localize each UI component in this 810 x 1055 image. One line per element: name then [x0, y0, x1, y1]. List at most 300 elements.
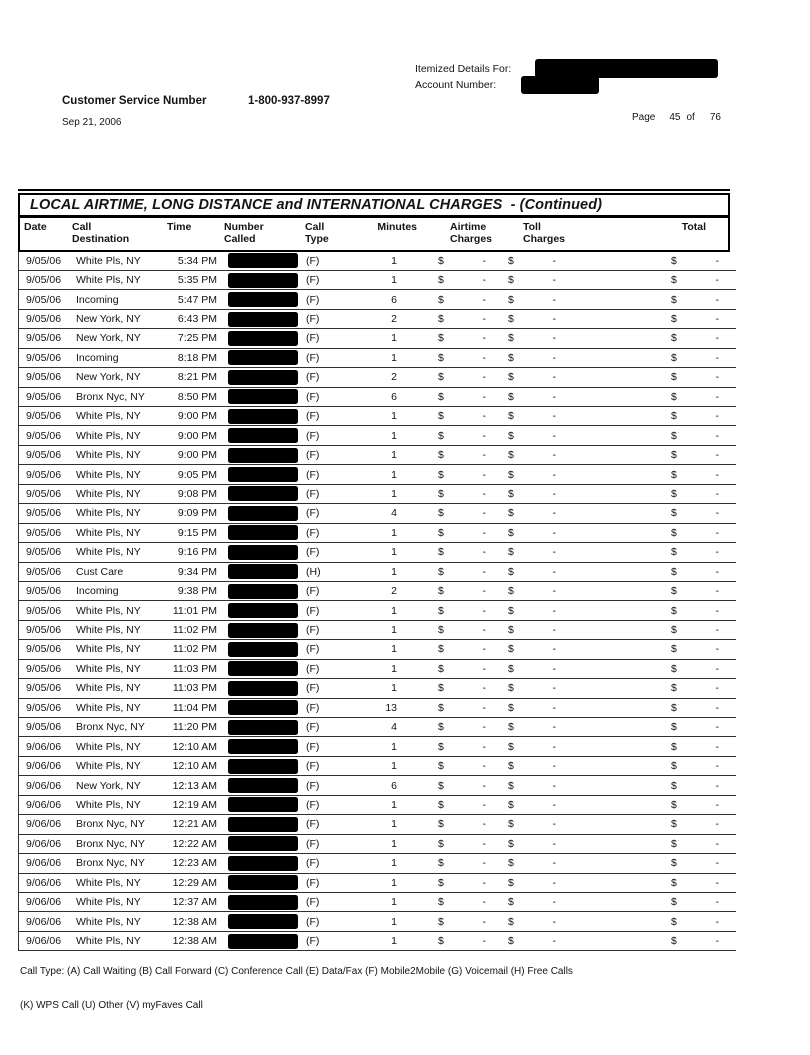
airtime-charge — [401, 410, 496, 422]
call-type: (F) — [306, 837, 320, 850]
no-charge-dash: - — [552, 390, 556, 403]
currency-symbol: $ — [671, 818, 677, 831]
call-destination: Incoming — [76, 585, 119, 598]
currency-symbol: $ — [508, 254, 514, 267]
currency-symbol: $ — [508, 779, 514, 792]
currency-symbol: $ — [438, 526, 444, 539]
currency-symbol: $ — [438, 390, 444, 403]
call-type: (F) — [306, 274, 320, 287]
no-charge-dash: - — [552, 837, 556, 850]
call-row — [19, 446, 736, 465]
redacted-phone-number — [228, 661, 298, 676]
call-time: 9:08 PM — [177, 487, 217, 500]
number-called-cell — [221, 661, 306, 676]
col-header-total: Total — [681, 220, 706, 233]
redacted-phone-number — [228, 797, 298, 812]
currency-symbol: $ — [508, 487, 514, 500]
toll-charge — [496, 313, 564, 325]
currency-symbol: $ — [508, 896, 514, 909]
table-title: LOCAL AIRTIME, LONG DISTANCE and INTERNATIONAL CHARGES - (Continued) — [20, 195, 728, 218]
toll-charge — [496, 721, 564, 733]
no-charge-dash: - — [715, 682, 719, 695]
currency-symbol: $ — [508, 565, 514, 578]
call-row — [19, 874, 736, 893]
airtime-charge — [401, 605, 496, 617]
currency-symbol: $ — [671, 624, 677, 637]
total-charge — [564, 352, 736, 364]
call-time: 12:38 AM — [172, 915, 217, 928]
call-date: 9/05/06 — [26, 487, 62, 500]
redacted-phone-number — [228, 448, 298, 463]
call-destination: White Pls, NY — [76, 896, 141, 909]
itemized-details-block — [415, 61, 511, 93]
no-charge-dash: - — [715, 798, 719, 811]
toll-charge — [496, 896, 564, 908]
currency-symbol: $ — [438, 740, 444, 753]
currency-symbol: $ — [508, 818, 514, 831]
airtime-charge — [401, 721, 496, 733]
toll-charge — [496, 799, 564, 811]
call-time: 11:04 PM — [172, 701, 217, 714]
no-charge-dash: - — [552, 915, 556, 928]
call-type: (F) — [306, 682, 320, 695]
call-destination: White Pls, NY — [76, 624, 141, 637]
call-type: (F) — [306, 624, 320, 637]
call-type: (F) — [306, 585, 320, 598]
call-row — [19, 252, 736, 271]
airtime-charge — [401, 916, 496, 928]
no-charge-dash: - — [482, 604, 486, 617]
toll-charge — [496, 352, 564, 364]
toll-charge — [496, 255, 564, 267]
customer-service-label: Customer Service Number — [62, 95, 207, 107]
no-charge-dash: - — [482, 468, 486, 481]
no-charge-dash: - — [715, 351, 719, 364]
redacted-phone-number — [228, 292, 298, 307]
currency-symbol: $ — [438, 585, 444, 598]
number-called-cell — [221, 934, 306, 949]
currency-symbol: $ — [671, 740, 677, 753]
no-charge-dash: - — [482, 449, 486, 462]
no-charge-dash: - — [482, 798, 486, 811]
call-date: 9/06/06 — [26, 935, 62, 948]
no-charge-dash: - — [482, 740, 486, 753]
call-date: 9/05/06 — [26, 507, 62, 520]
call-minutes: 13 — [385, 701, 397, 714]
toll-charge — [496, 430, 564, 442]
total-charge — [564, 780, 736, 792]
call-minutes: 1 — [391, 798, 397, 811]
call-date: 9/05/06 — [26, 682, 62, 695]
call-destination: White Pls, NY — [76, 643, 141, 656]
airtime-charge — [401, 546, 496, 558]
no-charge-dash: - — [552, 332, 556, 345]
toll-charge — [496, 294, 564, 306]
call-minutes: 1 — [391, 876, 397, 889]
currency-symbol: $ — [438, 565, 444, 578]
call-date: 9/06/06 — [26, 915, 62, 928]
redacted-phone-number — [228, 700, 298, 715]
redacted-phone-number — [228, 623, 298, 638]
airtime-charge — [401, 449, 496, 461]
call-time: 9:15 PM — [177, 526, 217, 539]
total-charge — [564, 313, 736, 325]
airtime-charge — [401, 799, 496, 811]
no-charge-dash: - — [482, 507, 486, 520]
call-time: 12:38 AM — [172, 935, 217, 948]
call-destination: White Pls, NY — [76, 876, 141, 889]
airtime-charge — [401, 896, 496, 908]
number-called-cell — [221, 253, 306, 268]
currency-symbol: $ — [671, 585, 677, 598]
airtime-charge — [401, 838, 496, 850]
call-destination: White Pls, NY — [76, 662, 141, 675]
currency-symbol: $ — [438, 779, 444, 792]
call-type: (F) — [306, 701, 320, 714]
call-time: 11:02 PM — [172, 624, 217, 637]
call-row — [19, 388, 736, 407]
total-charge — [564, 916, 736, 928]
currency-symbol: $ — [438, 721, 444, 734]
call-date: 9/06/06 — [26, 876, 62, 889]
call-minutes: 1 — [391, 837, 397, 850]
currency-symbol: $ — [438, 313, 444, 326]
total-charge — [564, 449, 736, 461]
total-charge — [564, 430, 736, 442]
page-of-label: of — [686, 112, 695, 123]
total-charge — [564, 682, 736, 694]
call-minutes: 1 — [391, 526, 397, 539]
total-charge — [564, 488, 736, 500]
airtime-charge — [401, 469, 496, 481]
currency-symbol: $ — [508, 798, 514, 811]
airtime-charge — [401, 352, 496, 364]
col-header-airtime-line2: Charges — [450, 233, 493, 245]
no-charge-dash: - — [482, 721, 486, 734]
number-called-cell — [221, 545, 306, 560]
no-charge-dash: - — [482, 410, 486, 423]
call-destination: White Pls, NY — [76, 507, 141, 520]
call-minutes: 1 — [391, 274, 397, 287]
col-header-minutes: Minutes — [377, 220, 417, 233]
number-called-cell — [221, 525, 306, 540]
call-minutes: 1 — [391, 662, 397, 675]
redacted-phone-number — [228, 875, 298, 890]
call-date: 9/05/06 — [26, 565, 62, 578]
no-charge-dash: - — [715, 429, 719, 442]
call-row — [19, 679, 736, 698]
currency-symbol: $ — [671, 682, 677, 695]
call-type: (F) — [306, 313, 320, 326]
call-date: 9/05/06 — [26, 410, 62, 423]
total-charge — [564, 663, 736, 675]
no-charge-dash: - — [482, 624, 486, 637]
call-minutes: 4 — [391, 721, 397, 734]
call-time: 9:00 PM — [177, 429, 217, 442]
no-charge-dash: - — [552, 449, 556, 462]
total-charge — [564, 507, 736, 519]
currency-symbol: $ — [671, 837, 677, 850]
call-type: (F) — [306, 896, 320, 909]
no-charge-dash: - — [482, 313, 486, 326]
airtime-charge — [401, 371, 496, 383]
call-row — [19, 368, 736, 387]
no-charge-dash: - — [552, 546, 556, 559]
currency-symbol: $ — [438, 837, 444, 850]
no-charge-dash: - — [552, 351, 556, 364]
redacted-phone-number — [228, 603, 298, 618]
airtime-charge — [401, 566, 496, 578]
currency-symbol: $ — [508, 429, 514, 442]
call-row — [19, 504, 736, 523]
call-minutes: 1 — [391, 604, 397, 617]
call-type: (F) — [306, 293, 320, 306]
total-charge — [564, 332, 736, 344]
call-row — [19, 737, 736, 756]
number-called-cell — [221, 759, 306, 774]
total-charge — [564, 255, 736, 267]
call-date: 9/06/06 — [26, 798, 62, 811]
call-row — [19, 621, 736, 640]
toll-charge — [496, 449, 564, 461]
currency-symbol: $ — [508, 507, 514, 520]
toll-charge — [496, 488, 564, 500]
no-charge-dash: - — [715, 837, 719, 850]
currency-symbol: $ — [438, 701, 444, 714]
call-time: 5:35 PM — [177, 274, 217, 287]
number-called-cell — [221, 895, 306, 910]
call-destination: White Pls, NY — [76, 740, 141, 753]
charges-table — [18, 189, 736, 951]
call-row — [19, 349, 736, 368]
no-charge-dash: - — [482, 487, 486, 500]
currency-symbol: $ — [508, 468, 514, 481]
col-header-airtime-charges — [400, 221, 495, 250]
call-type: (F) — [306, 818, 320, 831]
number-called-cell — [221, 292, 306, 307]
number-called-cell — [221, 312, 306, 327]
no-charge-dash: - — [715, 371, 719, 384]
call-type: (F) — [306, 390, 320, 403]
currency-symbol: $ — [671, 565, 677, 578]
toll-charge — [496, 527, 564, 539]
airtime-charge — [401, 935, 496, 947]
redacted-phone-number — [228, 681, 298, 696]
currency-symbol: $ — [671, 896, 677, 909]
currency-symbol: $ — [508, 604, 514, 617]
col-header-type-line2: Type — [305, 233, 329, 245]
toll-charge — [496, 332, 564, 344]
call-type: (F) — [306, 760, 320, 773]
number-called-cell — [221, 448, 306, 463]
call-type-legend-line2: (K) WPS Call (U) Other (V) myFaves Call — [20, 1000, 203, 1011]
no-charge-dash: - — [482, 565, 486, 578]
call-minutes: 1 — [391, 468, 397, 481]
call-destination: New York, NY — [76, 313, 141, 326]
number-called-cell — [221, 797, 306, 812]
redacted-phone-number — [228, 545, 298, 560]
no-charge-dash: - — [715, 760, 719, 773]
currency-symbol: $ — [671, 701, 677, 714]
currency-symbol: $ — [508, 332, 514, 345]
no-charge-dash: - — [552, 682, 556, 695]
call-time: 9:16 PM — [177, 546, 217, 559]
no-charge-dash: - — [715, 643, 719, 656]
toll-charge — [496, 935, 564, 947]
call-type: (F) — [306, 487, 320, 500]
call-date: 9/05/06 — [26, 546, 62, 559]
no-charge-dash: - — [552, 526, 556, 539]
call-destination: New York, NY — [76, 332, 141, 345]
call-type: (F) — [306, 254, 320, 267]
total-charge — [564, 566, 736, 578]
customer-service-number: 1-800-937-8997 — [248, 95, 330, 107]
account-number-label: Account Number: — [415, 79, 497, 91]
currency-symbol: $ — [671, 721, 677, 734]
currency-symbol: $ — [438, 760, 444, 773]
col-header-call-type — [305, 221, 345, 250]
toll-charge — [496, 391, 564, 403]
number-called-cell — [221, 623, 306, 638]
call-date: 9/06/06 — [26, 896, 62, 909]
call-minutes: 1 — [391, 682, 397, 695]
redacted-phone-number — [228, 720, 298, 735]
call-type: (F) — [306, 798, 320, 811]
call-destination: White Pls, NY — [76, 274, 141, 287]
call-minutes: 1 — [391, 332, 397, 345]
currency-symbol: $ — [438, 682, 444, 695]
total-charge — [564, 527, 736, 539]
no-charge-dash: - — [552, 604, 556, 617]
currency-symbol: $ — [671, 604, 677, 617]
airtime-charge — [401, 741, 496, 753]
currency-symbol: $ — [508, 662, 514, 675]
number-called-cell — [221, 856, 306, 871]
redacted-phone-number — [228, 253, 298, 268]
no-charge-dash: - — [552, 857, 556, 870]
no-charge-dash: - — [482, 274, 486, 287]
call-type: (F) — [306, 662, 320, 675]
no-charge-dash: - — [715, 274, 719, 287]
currency-symbol: $ — [671, 351, 677, 364]
toll-charge — [496, 741, 564, 753]
redacted-phone-number — [228, 584, 298, 599]
call-time: 5:47 PM — [177, 293, 217, 306]
total-charge — [564, 935, 736, 947]
toll-charge — [496, 780, 564, 792]
currency-symbol: $ — [438, 371, 444, 384]
redacted-phone-number — [228, 934, 298, 949]
call-destination: White Pls, NY — [76, 546, 141, 559]
page-label: Page — [632, 112, 656, 123]
call-minutes: 1 — [391, 643, 397, 656]
toll-charge — [496, 371, 564, 383]
no-charge-dash: - — [715, 293, 719, 306]
total-charge — [564, 838, 736, 850]
number-called-cell — [221, 603, 306, 618]
call-minutes: 1 — [391, 896, 397, 909]
currency-symbol: $ — [508, 760, 514, 773]
currency-symbol: $ — [671, 546, 677, 559]
total-charge — [564, 585, 736, 597]
currency-symbol: $ — [508, 390, 514, 403]
call-type: (F) — [306, 643, 320, 656]
call-row — [19, 563, 736, 582]
currency-symbol: $ — [438, 254, 444, 267]
call-time: 11:02 PM — [172, 643, 217, 656]
currency-symbol: $ — [508, 585, 514, 598]
call-minutes: 1 — [391, 546, 397, 559]
no-charge-dash: - — [552, 662, 556, 675]
no-charge-dash: - — [482, 779, 486, 792]
call-minutes: 4 — [391, 507, 397, 520]
toll-charge — [496, 605, 564, 617]
airtime-charge — [401, 643, 496, 655]
call-time: 8:18 PM — [177, 351, 217, 364]
call-destination: New York, NY — [76, 779, 141, 792]
redacted-phone-number — [228, 273, 298, 288]
airtime-charge — [401, 430, 496, 442]
no-charge-dash: - — [482, 293, 486, 306]
call-row — [19, 718, 736, 737]
currency-symbol: $ — [508, 935, 514, 948]
redacted-phone-number — [228, 642, 298, 657]
table-top-rule — [18, 189, 730, 191]
call-date: 9/05/06 — [26, 662, 62, 675]
redacted-phone-number — [228, 836, 298, 851]
airtime-charge — [401, 682, 496, 694]
call-time: 11:03 PM — [172, 662, 217, 675]
no-charge-dash: - — [552, 624, 556, 637]
call-row — [19, 582, 736, 601]
currency-symbol: $ — [508, 293, 514, 306]
no-charge-dash: - — [552, 779, 556, 792]
redacted-phone-number — [228, 312, 298, 327]
call-row — [19, 485, 736, 504]
currency-symbol: $ — [438, 487, 444, 500]
number-called-cell — [221, 331, 306, 346]
number-called-cell — [221, 506, 306, 521]
call-date: 9/05/06 — [26, 390, 62, 403]
toll-charge — [496, 410, 564, 422]
total-charge — [564, 896, 736, 908]
currency-symbol: $ — [438, 857, 444, 870]
currency-symbol: $ — [438, 662, 444, 675]
call-row — [19, 290, 736, 309]
total-charge — [564, 391, 736, 403]
call-row — [19, 757, 736, 776]
call-minutes: 6 — [391, 390, 397, 403]
call-row — [19, 660, 736, 679]
col-header-number-called — [220, 221, 305, 250]
currency-symbol: $ — [671, 468, 677, 481]
toll-charge — [496, 916, 564, 928]
no-charge-dash: - — [715, 662, 719, 675]
currency-symbol: $ — [438, 429, 444, 442]
call-date: 9/05/06 — [26, 604, 62, 617]
call-minutes: 1 — [391, 565, 397, 578]
no-charge-dash: - — [482, 429, 486, 442]
currency-symbol: $ — [671, 935, 677, 948]
call-type: (F) — [306, 876, 320, 889]
total-charge — [564, 371, 736, 383]
no-charge-dash: - — [482, 701, 486, 714]
call-time: 12:23 AM — [172, 857, 217, 870]
number-called-cell — [221, 486, 306, 501]
call-time: 12:13 AM — [172, 779, 217, 792]
no-charge-dash: - — [482, 935, 486, 948]
call-type: (F) — [306, 546, 320, 559]
